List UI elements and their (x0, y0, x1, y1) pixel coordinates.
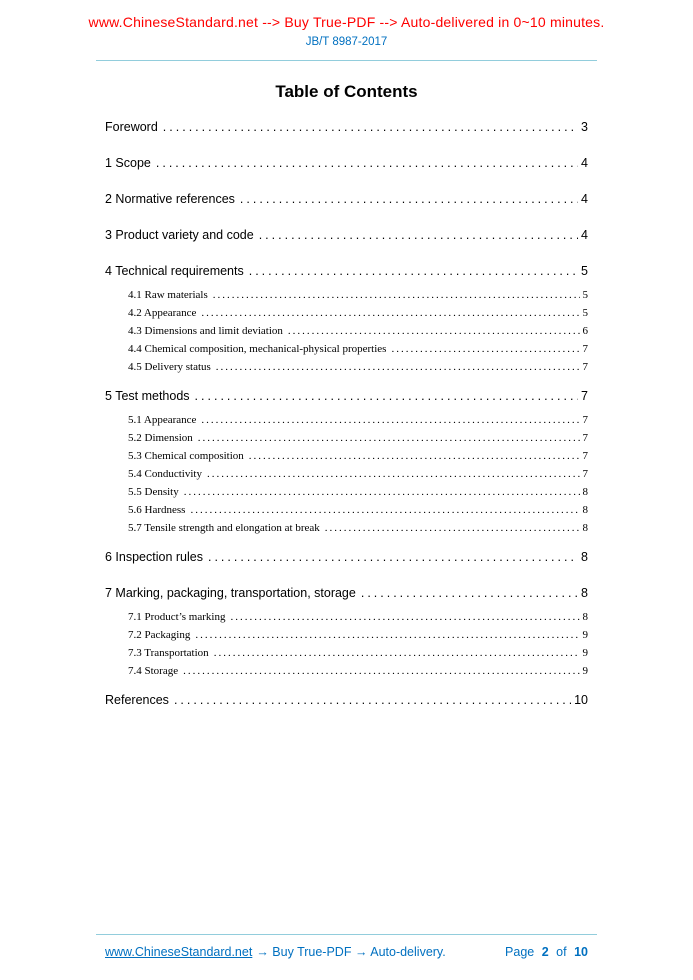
footer-site-link[interactable]: www.ChineseStandard.net (105, 945, 253, 959)
dot-leader (174, 693, 571, 708)
footer (105, 945, 588, 959)
toc-entry-label: 5.3 Chemical composition (128, 450, 244, 462)
toc-row[interactable] (105, 647, 588, 660)
dot-leader (249, 264, 578, 279)
header-banner: www.ChineseStandard.net --> Buy True-PDF --> Auto-delivered in 0~10 minutes. (88, 14, 605, 30)
toc-row[interactable] (105, 432, 588, 445)
toc-page-number: 4 (581, 156, 588, 170)
toc-page-number: 3 (581, 120, 588, 134)
toc-row[interactable] (105, 389, 588, 404)
toc-entry-label: 5.4 Conductivity (128, 468, 202, 480)
toc-entry-label: 5.6 Hardness (128, 504, 186, 516)
dot-leader (163, 120, 578, 135)
toc-row[interactable] (105, 693, 588, 708)
toc-page-number: 7 (582, 361, 588, 373)
page-indicator (501, 945, 588, 959)
dot-leader (208, 550, 578, 565)
toc-row[interactable] (105, 629, 588, 642)
toc-row[interactable] (105, 156, 588, 171)
toc-page-number: 8 (582, 522, 588, 534)
toc-entry-label: 7.2 Packaging (128, 629, 191, 641)
toc-page-number: 9 (582, 665, 588, 677)
toc-entry-label: 5 Test methods (105, 389, 190, 403)
toc-entry-label: 4.2 Appearance (128, 307, 197, 319)
dot-leader (201, 414, 579, 427)
toc-page-number: 5 (582, 289, 588, 301)
toc-page-number: 5 (581, 264, 588, 278)
toc-entry-label: 4.5 Delivery status (128, 361, 211, 373)
dot-leader (216, 361, 580, 374)
toc-page-number: 8 (581, 550, 588, 564)
toc-page-number: 4 (581, 228, 588, 242)
toc-entry-label: 1 Scope (105, 156, 151, 170)
toc-page-number: 7 (582, 468, 588, 480)
toc-entry-label: 5.2 Dimension (128, 432, 193, 444)
dot-leader (201, 307, 579, 320)
toc-entry-label: 5.1 Appearance (128, 414, 197, 426)
toc-row[interactable] (105, 486, 588, 499)
toc-page-number: 7 (582, 450, 588, 462)
dot-leader (156, 156, 578, 171)
toc-row[interactable] (105, 307, 588, 320)
dot-leader (249, 450, 580, 463)
dot-leader (240, 192, 578, 207)
footer-left (105, 945, 446, 959)
toc-row[interactable] (105, 586, 588, 601)
toc-entry-label: 7.1 Product’s marking (128, 611, 226, 623)
toc-row[interactable] (105, 192, 588, 207)
toc-entry-label: 2 Normative references (105, 192, 235, 206)
toc-entry-label: 7.3 Transportation (128, 647, 209, 659)
dot-leader (195, 389, 579, 404)
footer-tagline: → Buy True-PDF → Auto-delivery. (256, 945, 446, 959)
page-word: Page (505, 945, 535, 959)
toc-entry-label: 7.4 Storage (128, 665, 179, 677)
toc-page-number: 5 (582, 307, 588, 319)
toc-row[interactable] (105, 522, 588, 535)
toc-entry-label: 3 Product variety and code (105, 228, 254, 242)
dot-leader (361, 586, 578, 601)
dot-leader (195, 629, 579, 642)
toc-page-number: 10 (574, 693, 588, 707)
toc-entry-label: 4 Technical requirements (105, 264, 244, 278)
footer-divider (96, 934, 597, 935)
dot-leader (190, 504, 579, 517)
dot-leader (207, 468, 580, 481)
dot-leader (259, 228, 578, 243)
toc-row[interactable] (105, 228, 588, 243)
dot-leader (288, 325, 580, 338)
toc-page-number: 7 (582, 414, 588, 426)
dot-leader (213, 289, 580, 302)
dot-leader (391, 343, 579, 356)
dot-leader (230, 611, 579, 624)
toc-list (105, 120, 588, 708)
dot-leader (214, 647, 580, 660)
toc-row[interactable] (105, 611, 588, 624)
toc-entry-label: 6 Inspection rules (105, 550, 203, 564)
page-title: Table of Contents (275, 82, 418, 101)
toc-row[interactable] (105, 665, 588, 678)
toc-page-number: 9 (582, 647, 588, 659)
dot-leader (198, 432, 580, 445)
toc-page-number: 9 (582, 629, 588, 641)
dot-leader (184, 486, 580, 499)
toc-entry-label: 4.4 Chemical composition, mechanical-physical properties (128, 343, 387, 355)
toc-page-number: 8 (582, 486, 588, 498)
toc-page-number: 4 (581, 192, 588, 206)
toc-page-number: 7 (582, 432, 588, 444)
standard-code: JB/T 8987-2017 (305, 36, 388, 48)
toc-page-number: 8 (582, 611, 588, 623)
toc-entry-label: 5.5 Density (128, 486, 179, 498)
toc-row[interactable] (105, 361, 588, 374)
toc-row[interactable] (105, 289, 588, 302)
toc-page-number: 8 (581, 586, 588, 600)
toc-row[interactable] (105, 550, 588, 565)
toc-row[interactable] (105, 343, 588, 356)
toc-row[interactable] (105, 414, 588, 427)
toc-entry-label: References (105, 693, 169, 707)
toc-entry-label: 5.7 Tensile strength and elongation at break (128, 522, 320, 534)
dot-leader (183, 665, 579, 678)
toc-entry-label: 7 Marking, packaging, transportation, storage (105, 586, 356, 600)
toc-entry-label: 4.3 Dimensions and limit deviation (128, 325, 283, 337)
toc-page-number: 7 (581, 389, 588, 403)
toc-page-number: 7 (582, 343, 588, 355)
page-current: 2 (541, 945, 549, 959)
toc-row[interactable] (105, 450, 588, 463)
toc-row[interactable] (105, 264, 588, 279)
toc-row[interactable] (105, 325, 588, 338)
toc-row[interactable] (105, 120, 588, 135)
toc-row[interactable] (105, 504, 588, 517)
toc-entry-label: Foreword (105, 120, 158, 134)
header-divider (96, 60, 597, 61)
page-total: 10 (574, 945, 588, 959)
dot-leader (325, 522, 580, 535)
of-word: of (556, 945, 567, 959)
toc-row[interactable] (105, 468, 588, 481)
toc-page-number: 6 (582, 325, 588, 337)
toc-page-number: 8 (582, 504, 588, 516)
toc-entry-label: 4.1 Raw materials (128, 289, 208, 301)
